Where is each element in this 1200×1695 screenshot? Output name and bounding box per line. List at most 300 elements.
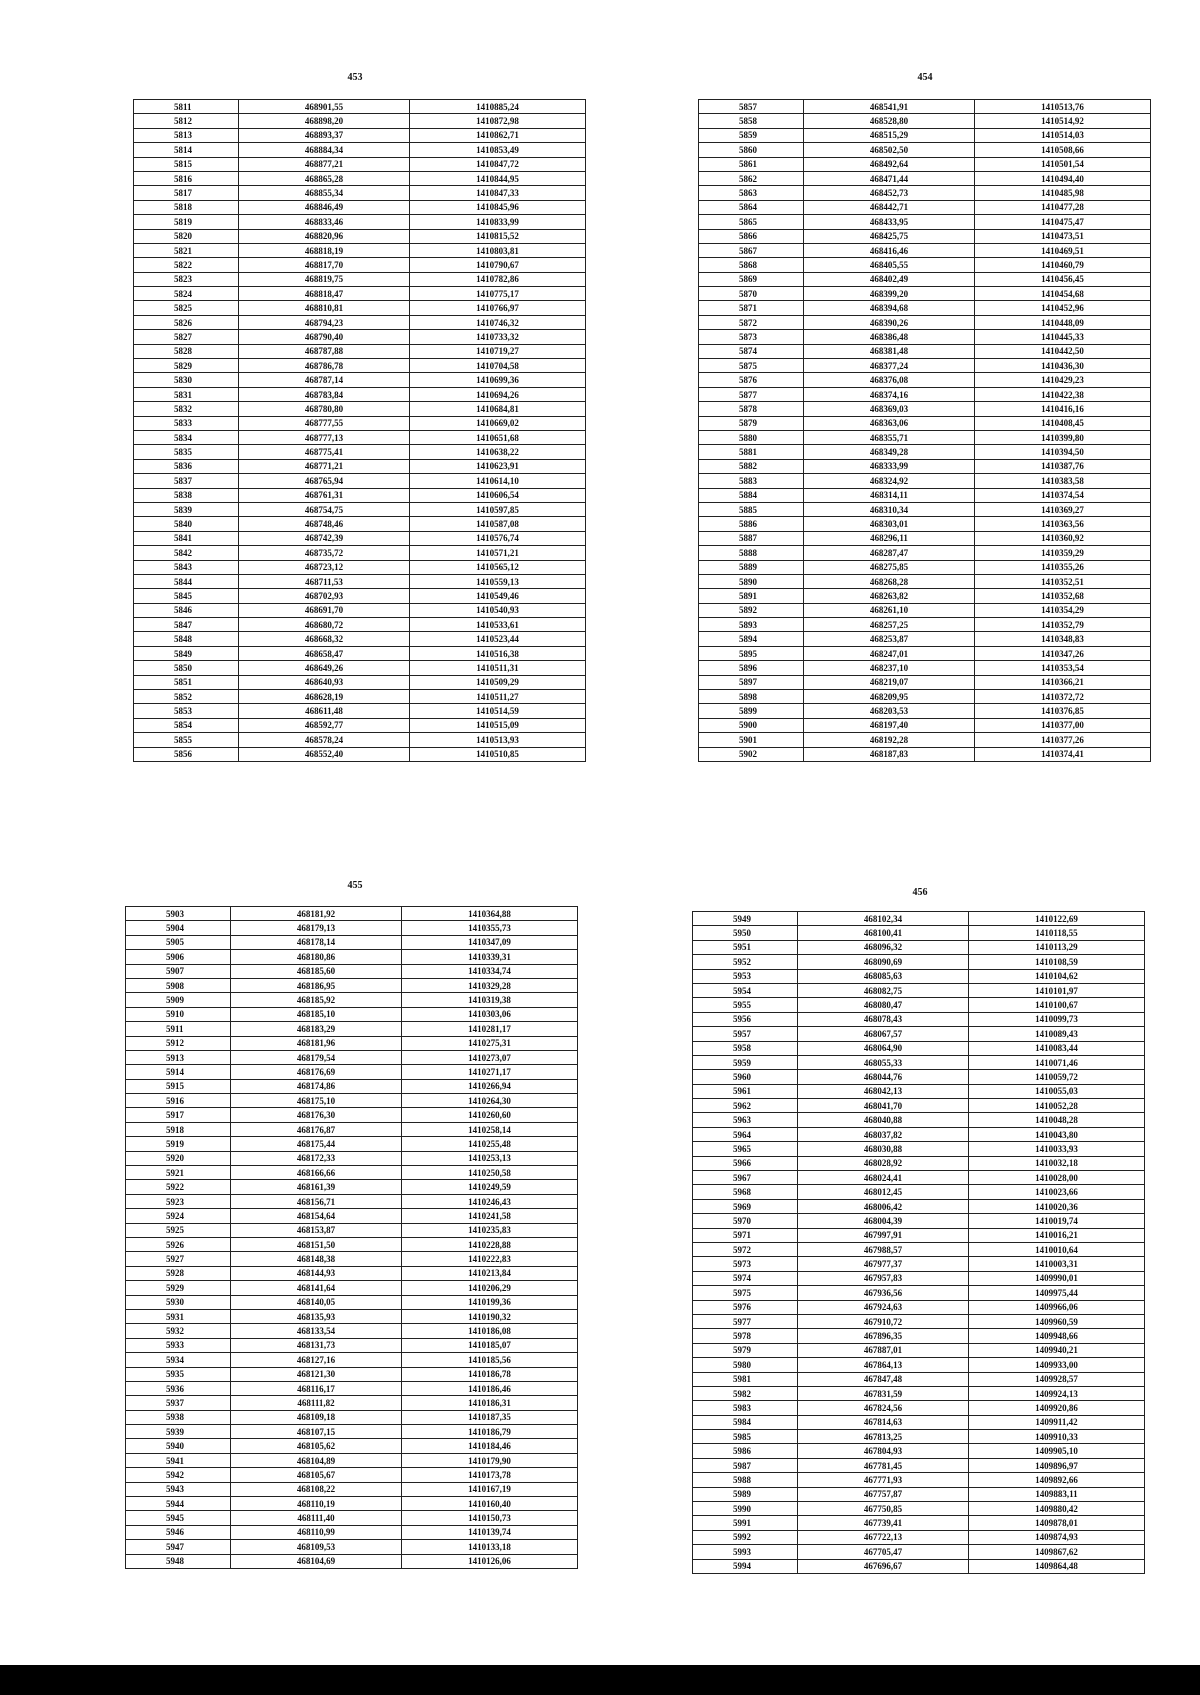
x-coordinate-cell: 468668,32 xyxy=(239,632,410,646)
y-coordinate-cell: 1410515,09 xyxy=(410,718,586,732)
point-number-cell: 5874 xyxy=(699,344,804,358)
x-coordinate-cell: 468855,34 xyxy=(239,186,410,200)
point-number-cell: 5909 xyxy=(126,993,231,1007)
x-coordinate-cell: 468628,19 xyxy=(239,690,410,704)
y-coordinate-cell: 1410241,58 xyxy=(402,1209,578,1223)
x-coordinate-cell: 468780,80 xyxy=(239,402,410,416)
point-number-cell: 5907 xyxy=(126,964,231,978)
y-coordinate-cell: 1410511,31 xyxy=(410,661,586,675)
point-number-cell: 5885 xyxy=(699,502,804,516)
y-coordinate-cell: 1410514,03 xyxy=(975,128,1151,142)
table-row xyxy=(134,272,586,286)
table-row xyxy=(693,1502,1145,1516)
table-row xyxy=(693,1458,1145,1472)
table-row xyxy=(126,1540,578,1554)
y-coordinate-cell: 1409874,93 xyxy=(969,1530,1145,1544)
x-coordinate-cell: 468818,19 xyxy=(239,243,410,257)
point-number-cell: 5922 xyxy=(126,1180,231,1194)
x-coordinate-cell: 468185,60 xyxy=(231,964,402,978)
x-coordinate-cell: 468116,17 xyxy=(231,1381,402,1395)
x-coordinate-cell: 468197,40 xyxy=(804,718,975,732)
x-coordinate-cell: 468109,53 xyxy=(231,1540,402,1554)
table-row xyxy=(126,1324,578,1338)
y-coordinate-cell: 1410186,31 xyxy=(402,1396,578,1410)
y-coordinate-cell: 1410187,35 xyxy=(402,1410,578,1424)
point-number-cell: 5862 xyxy=(699,171,804,185)
y-coordinate-cell: 1410704,58 xyxy=(410,359,586,373)
table-row xyxy=(693,1545,1145,1559)
x-coordinate-cell: 468183,29 xyxy=(231,1022,402,1036)
point-number-cell: 5966 xyxy=(693,1156,798,1170)
y-coordinate-cell: 1410363,56 xyxy=(975,517,1151,531)
point-number-cell: 5832 xyxy=(134,402,239,416)
table-row xyxy=(699,502,1151,516)
table-row xyxy=(699,272,1151,286)
table-row xyxy=(693,1487,1145,1501)
point-number-cell: 5903 xyxy=(126,907,231,921)
y-coordinate-cell: 1410445,33 xyxy=(975,330,1151,344)
table-row xyxy=(126,978,578,992)
x-coordinate-cell: 468044,76 xyxy=(798,1070,969,1084)
table-row xyxy=(699,517,1151,531)
x-coordinate-cell: 468817,70 xyxy=(239,258,410,272)
point-number-cell: 5855 xyxy=(134,733,239,747)
table-row xyxy=(699,531,1151,545)
point-number-cell: 5867 xyxy=(699,243,804,257)
y-coordinate-cell: 1409892,66 xyxy=(969,1473,1145,1487)
table-row xyxy=(699,704,1151,718)
page-number-453: 453 xyxy=(347,72,363,83)
scan-footer-bar xyxy=(0,1665,1200,1695)
point-number-cell: 5946 xyxy=(126,1525,231,1539)
point-number-cell: 5884 xyxy=(699,488,804,502)
point-number-cell: 5843 xyxy=(134,560,239,574)
x-coordinate-cell: 468333,99 xyxy=(804,459,975,473)
table-row xyxy=(693,1185,1145,1199)
point-number-cell: 5985 xyxy=(693,1430,798,1444)
point-number-cell: 5952 xyxy=(693,955,798,969)
point-number-cell: 5836 xyxy=(134,459,239,473)
point-number-cell: 5965 xyxy=(693,1142,798,1156)
point-number-cell: 5940 xyxy=(126,1439,231,1453)
table-row xyxy=(693,955,1145,969)
y-coordinate-cell: 1410485,98 xyxy=(975,186,1151,200)
table-row xyxy=(699,603,1151,617)
point-number-cell: 5883 xyxy=(699,474,804,488)
y-coordinate-cell: 1410190,32 xyxy=(402,1309,578,1323)
x-coordinate-cell: 468148,38 xyxy=(231,1252,402,1266)
table-row xyxy=(126,1050,578,1064)
table-row xyxy=(693,1329,1145,1343)
point-number-cell: 5889 xyxy=(699,560,804,574)
x-coordinate-cell: 468187,83 xyxy=(804,747,975,761)
x-coordinate-cell: 468166,66 xyxy=(231,1166,402,1180)
x-coordinate-cell: 467887,01 xyxy=(798,1343,969,1357)
x-coordinate-cell: 467997,91 xyxy=(798,1228,969,1242)
y-coordinate-cell: 1410347,09 xyxy=(402,935,578,949)
table-row xyxy=(693,1228,1145,1242)
x-coordinate-cell: 468748,46 xyxy=(239,517,410,531)
point-number-cell: 5841 xyxy=(134,531,239,545)
x-coordinate-cell: 468691,70 xyxy=(239,603,410,617)
x-coordinate-cell: 468179,13 xyxy=(231,921,402,935)
point-number-cell: 5931 xyxy=(126,1309,231,1323)
point-number-cell: 5967 xyxy=(693,1171,798,1185)
table-row xyxy=(126,907,578,921)
point-number-cell: 5850 xyxy=(134,661,239,675)
y-coordinate-cell: 1410540,93 xyxy=(410,603,586,617)
table-row xyxy=(693,1127,1145,1141)
x-coordinate-cell: 468111,40 xyxy=(231,1511,402,1525)
x-coordinate-cell: 468080,47 xyxy=(798,998,969,1012)
table-row xyxy=(699,416,1151,430)
point-number-cell: 5925 xyxy=(126,1223,231,1237)
x-coordinate-cell: 467696,67 xyxy=(798,1559,969,1573)
point-number-cell: 5963 xyxy=(693,1113,798,1127)
y-coordinate-cell: 1410071,46 xyxy=(969,1055,1145,1069)
x-coordinate-cell: 468110,19 xyxy=(231,1497,402,1511)
y-coordinate-cell: 1410377,00 xyxy=(975,718,1151,732)
point-number-cell: 5984 xyxy=(693,1415,798,1429)
y-coordinate-cell: 1410249,59 xyxy=(402,1180,578,1194)
point-number-cell: 5951 xyxy=(693,940,798,954)
point-number-cell: 5894 xyxy=(699,632,804,646)
y-coordinate-cell: 1410448,09 xyxy=(975,315,1151,329)
y-coordinate-cell: 1409960,59 xyxy=(969,1314,1145,1328)
y-coordinate-cell: 1410516,38 xyxy=(410,646,586,660)
table-row xyxy=(693,1113,1145,1127)
y-coordinate-cell: 1409990,01 xyxy=(969,1271,1145,1285)
point-number-cell: 5927 xyxy=(126,1252,231,1266)
point-number-cell: 5887 xyxy=(699,531,804,545)
x-coordinate-cell: 468004,39 xyxy=(798,1214,969,1228)
point-number-cell: 5830 xyxy=(134,373,239,387)
x-coordinate-cell: 468090,69 xyxy=(798,955,969,969)
table-row xyxy=(126,1065,578,1079)
x-coordinate-cell: 468820,96 xyxy=(239,229,410,243)
table-row xyxy=(134,704,586,718)
table-row xyxy=(699,402,1151,416)
point-number-cell: 5811 xyxy=(134,100,239,114)
table-row xyxy=(693,1257,1145,1271)
table-row xyxy=(126,1223,578,1237)
table-row xyxy=(699,560,1151,574)
y-coordinate-cell: 1410113,29 xyxy=(969,940,1145,954)
y-coordinate-cell: 1410101,97 xyxy=(969,983,1145,997)
point-number-cell: 5993 xyxy=(693,1545,798,1559)
x-coordinate-cell: 468109,18 xyxy=(231,1410,402,1424)
x-coordinate-cell: 467864,13 xyxy=(798,1358,969,1372)
x-coordinate-cell: 468794,23 xyxy=(239,315,410,329)
y-coordinate-cell: 1410355,73 xyxy=(402,921,578,935)
x-coordinate-cell: 468399,20 xyxy=(804,287,975,301)
y-coordinate-cell: 1410275,31 xyxy=(402,1036,578,1050)
table-row xyxy=(693,1041,1145,1055)
x-coordinate-cell: 468096,32 xyxy=(798,940,969,954)
table-row xyxy=(126,1194,578,1208)
point-number-cell: 5934 xyxy=(126,1353,231,1367)
point-number-cell: 5840 xyxy=(134,517,239,531)
y-coordinate-cell: 1410885,24 xyxy=(410,100,586,114)
y-coordinate-cell: 1410364,88 xyxy=(402,907,578,921)
y-coordinate-cell: 1410369,27 xyxy=(975,502,1151,516)
table-row xyxy=(126,1525,578,1539)
table-row xyxy=(693,1070,1145,1084)
x-coordinate-cell: 468735,72 xyxy=(239,546,410,560)
point-number-cell: 5990 xyxy=(693,1502,798,1516)
table-row xyxy=(693,1027,1145,1041)
point-number-cell: 5928 xyxy=(126,1266,231,1280)
x-coordinate-cell: 468287,47 xyxy=(804,546,975,560)
y-coordinate-cell: 1409911,42 xyxy=(969,1415,1145,1429)
point-number-cell: 5959 xyxy=(693,1055,798,1069)
table-row xyxy=(699,733,1151,747)
table-row xyxy=(134,186,586,200)
point-number-cell: 5854 xyxy=(134,718,239,732)
y-coordinate-cell: 1410494,40 xyxy=(975,171,1151,185)
x-coordinate-cell: 468107,15 xyxy=(231,1425,402,1439)
table-row xyxy=(699,301,1151,315)
x-coordinate-cell: 467705,47 xyxy=(798,1545,969,1559)
x-coordinate-cell: 468390,26 xyxy=(804,315,975,329)
point-number-cell: 5976 xyxy=(693,1300,798,1314)
y-coordinate-cell: 1410429,23 xyxy=(975,373,1151,387)
point-number-cell: 5896 xyxy=(699,661,804,675)
x-coordinate-cell: 468452,73 xyxy=(804,186,975,200)
table-row xyxy=(134,128,586,142)
x-coordinate-cell: 467977,37 xyxy=(798,1257,969,1271)
table-row xyxy=(134,215,586,229)
x-coordinate-cell: 468640,93 xyxy=(239,675,410,689)
x-coordinate-cell: 468110,99 xyxy=(231,1525,402,1539)
point-number-cell: 5910 xyxy=(126,1007,231,1021)
table-row xyxy=(134,675,586,689)
table-row xyxy=(134,287,586,301)
point-number-cell: 5945 xyxy=(126,1511,231,1525)
point-number-cell: 5837 xyxy=(134,474,239,488)
point-number-cell: 5824 xyxy=(134,287,239,301)
table-row xyxy=(126,1079,578,1093)
point-number-cell: 5876 xyxy=(699,373,804,387)
y-coordinate-cell: 1410501,54 xyxy=(975,157,1151,171)
x-coordinate-cell: 468355,71 xyxy=(804,430,975,444)
y-coordinate-cell: 1410387,76 xyxy=(975,459,1151,473)
table-row xyxy=(699,344,1151,358)
y-coordinate-cell: 1410469,51 xyxy=(975,243,1151,257)
x-coordinate-cell: 468296,11 xyxy=(804,531,975,545)
y-coordinate-cell: 1410651,68 xyxy=(410,430,586,444)
table-row xyxy=(126,1122,578,1136)
x-coordinate-cell: 468818,47 xyxy=(239,287,410,301)
table-row xyxy=(699,488,1151,502)
y-coordinate-cell: 1410775,17 xyxy=(410,287,586,301)
x-coordinate-cell: 468786,78 xyxy=(239,359,410,373)
x-coordinate-cell: 468055,33 xyxy=(798,1055,969,1069)
table-row xyxy=(693,1156,1145,1170)
x-coordinate-cell: 468592,77 xyxy=(239,718,410,732)
table-row xyxy=(134,690,586,704)
table-row xyxy=(126,1022,578,1036)
x-coordinate-cell: 468102,34 xyxy=(798,912,969,926)
point-number-cell: 5864 xyxy=(699,200,804,214)
point-number-cell: 5961 xyxy=(693,1084,798,1098)
point-number-cell: 5971 xyxy=(693,1228,798,1242)
table-row xyxy=(134,114,586,128)
point-number-cell: 5871 xyxy=(699,301,804,315)
x-coordinate-cell: 468174,86 xyxy=(231,1079,402,1093)
x-coordinate-cell: 468771,21 xyxy=(239,459,410,473)
point-number-cell: 5813 xyxy=(134,128,239,142)
x-coordinate-cell: 468185,92 xyxy=(231,993,402,1007)
y-coordinate-cell: 1410266,94 xyxy=(402,1079,578,1093)
x-coordinate-cell: 468104,89 xyxy=(231,1453,402,1467)
table-row xyxy=(699,157,1151,171)
y-coordinate-cell: 1410100,67 xyxy=(969,998,1145,1012)
y-coordinate-cell: 1410587,08 xyxy=(410,517,586,531)
table-row xyxy=(134,589,586,603)
x-coordinate-cell: 467771,93 xyxy=(798,1473,969,1487)
point-number-cell: 5890 xyxy=(699,574,804,588)
y-coordinate-cell: 1409940,21 xyxy=(969,1343,1145,1357)
table-row xyxy=(126,935,578,949)
table-row xyxy=(693,1214,1145,1228)
table-row xyxy=(693,912,1145,926)
x-coordinate-cell: 468381,48 xyxy=(804,344,975,358)
x-coordinate-cell: 468175,44 xyxy=(231,1137,402,1151)
x-coordinate-cell: 468303,01 xyxy=(804,517,975,531)
table-row xyxy=(126,1453,578,1467)
point-number-cell: 5981 xyxy=(693,1372,798,1386)
y-coordinate-cell: 1410352,68 xyxy=(975,589,1151,603)
table-row xyxy=(693,1343,1145,1357)
point-number-cell: 5819 xyxy=(134,215,239,229)
x-coordinate-cell: 468179,54 xyxy=(231,1050,402,1064)
y-coordinate-cell: 1410475,47 xyxy=(975,215,1151,229)
point-number-cell: 5897 xyxy=(699,675,804,689)
y-coordinate-cell: 1410003,31 xyxy=(969,1257,1145,1271)
point-number-cell: 5992 xyxy=(693,1530,798,1544)
point-number-cell: 5923 xyxy=(126,1194,231,1208)
point-number-cell: 5964 xyxy=(693,1127,798,1141)
table-row xyxy=(693,983,1145,997)
x-coordinate-cell: 468901,55 xyxy=(239,100,410,114)
table-row xyxy=(134,546,586,560)
x-coordinate-cell: 468085,63 xyxy=(798,969,969,983)
x-coordinate-cell: 468492,64 xyxy=(804,157,975,171)
x-coordinate-cell: 467750,85 xyxy=(798,1502,969,1516)
point-number-cell: 5818 xyxy=(134,200,239,214)
point-number-cell: 5962 xyxy=(693,1099,798,1113)
table-row xyxy=(693,1171,1145,1185)
point-number-cell: 5968 xyxy=(693,1185,798,1199)
x-coordinate-cell: 468787,14 xyxy=(239,373,410,387)
x-coordinate-cell: 468275,85 xyxy=(804,560,975,574)
y-coordinate-cell: 1409933,00 xyxy=(969,1358,1145,1372)
point-number-cell: 5908 xyxy=(126,978,231,992)
table-row xyxy=(693,969,1145,983)
point-number-cell: 5838 xyxy=(134,488,239,502)
point-number-cell: 5930 xyxy=(126,1295,231,1309)
y-coordinate-cell: 1410083,44 xyxy=(969,1041,1145,1055)
table-row xyxy=(126,1439,578,1453)
x-coordinate-cell: 468105,62 xyxy=(231,1439,402,1453)
point-number-cell: 5919 xyxy=(126,1137,231,1151)
y-coordinate-cell: 1410571,21 xyxy=(410,546,586,560)
y-coordinate-cell: 1410452,96 xyxy=(975,301,1151,315)
table-row xyxy=(134,603,586,617)
table-row xyxy=(693,1516,1145,1530)
point-number-cell: 5982 xyxy=(693,1386,798,1400)
y-coordinate-cell: 1410803,81 xyxy=(410,243,586,257)
y-coordinate-cell: 1410028,00 xyxy=(969,1171,1145,1185)
x-coordinate-cell: 468702,93 xyxy=(239,589,410,603)
x-coordinate-cell: 467813,25 xyxy=(798,1430,969,1444)
point-number-cell: 5875 xyxy=(699,359,804,373)
table-row xyxy=(126,1151,578,1165)
x-coordinate-cell: 468253,87 xyxy=(804,632,975,646)
table-row xyxy=(126,1381,578,1395)
y-coordinate-cell: 1410186,46 xyxy=(402,1381,578,1395)
table-row xyxy=(699,618,1151,632)
y-coordinate-cell: 1410422,38 xyxy=(975,387,1151,401)
x-coordinate-cell: 468502,50 xyxy=(804,143,975,157)
x-coordinate-cell: 467824,56 xyxy=(798,1401,969,1415)
point-number-cell: 5955 xyxy=(693,998,798,1012)
table-row xyxy=(134,243,586,257)
y-coordinate-cell: 1409878,01 xyxy=(969,1516,1145,1530)
table-row xyxy=(134,488,586,502)
point-number-cell: 5936 xyxy=(126,1381,231,1395)
y-coordinate-cell: 1410023,66 xyxy=(969,1185,1145,1199)
y-coordinate-cell: 1410694,26 xyxy=(410,387,586,401)
point-number-cell: 5844 xyxy=(134,574,239,588)
table-row xyxy=(134,402,586,416)
y-coordinate-cell: 1410833,99 xyxy=(410,215,586,229)
x-coordinate-cell: 468024,41 xyxy=(798,1171,969,1185)
point-number-cell: 5829 xyxy=(134,359,239,373)
point-number-cell: 5916 xyxy=(126,1094,231,1108)
table-row xyxy=(693,1314,1145,1328)
y-coordinate-cell: 1410122,69 xyxy=(969,912,1145,926)
point-number-cell: 5938 xyxy=(126,1410,231,1424)
y-coordinate-cell: 1410442,50 xyxy=(975,344,1151,358)
y-coordinate-cell: 1410104,62 xyxy=(969,969,1145,983)
x-coordinate-cell: 468898,20 xyxy=(239,114,410,128)
point-number-cell: 5948 xyxy=(126,1554,231,1568)
point-number-cell: 5912 xyxy=(126,1036,231,1050)
point-number-cell: 5821 xyxy=(134,243,239,257)
x-coordinate-cell: 468775,41 xyxy=(239,445,410,459)
y-coordinate-cell: 1410815,52 xyxy=(410,229,586,243)
y-coordinate-cell: 1409975,44 xyxy=(969,1286,1145,1300)
point-number-cell: 5969 xyxy=(693,1199,798,1213)
table-row xyxy=(693,1099,1145,1113)
x-coordinate-cell: 468374,16 xyxy=(804,387,975,401)
x-coordinate-cell: 468135,93 xyxy=(231,1309,402,1323)
y-coordinate-cell: 1410052,28 xyxy=(969,1099,1145,1113)
y-coordinate-cell: 1410699,36 xyxy=(410,373,586,387)
y-coordinate-cell: 1409948,66 xyxy=(969,1329,1145,1343)
table-row xyxy=(134,502,586,516)
y-coordinate-cell: 1410872,98 xyxy=(410,114,586,128)
y-coordinate-cell: 1410766,97 xyxy=(410,301,586,315)
point-number-cell: 5849 xyxy=(134,646,239,660)
y-coordinate-cell: 1409910,33 xyxy=(969,1430,1145,1444)
table-row xyxy=(699,675,1151,689)
point-number-cell: 5820 xyxy=(134,229,239,243)
x-coordinate-cell: 467910,72 xyxy=(798,1314,969,1328)
point-number-cell: 5868 xyxy=(699,258,804,272)
